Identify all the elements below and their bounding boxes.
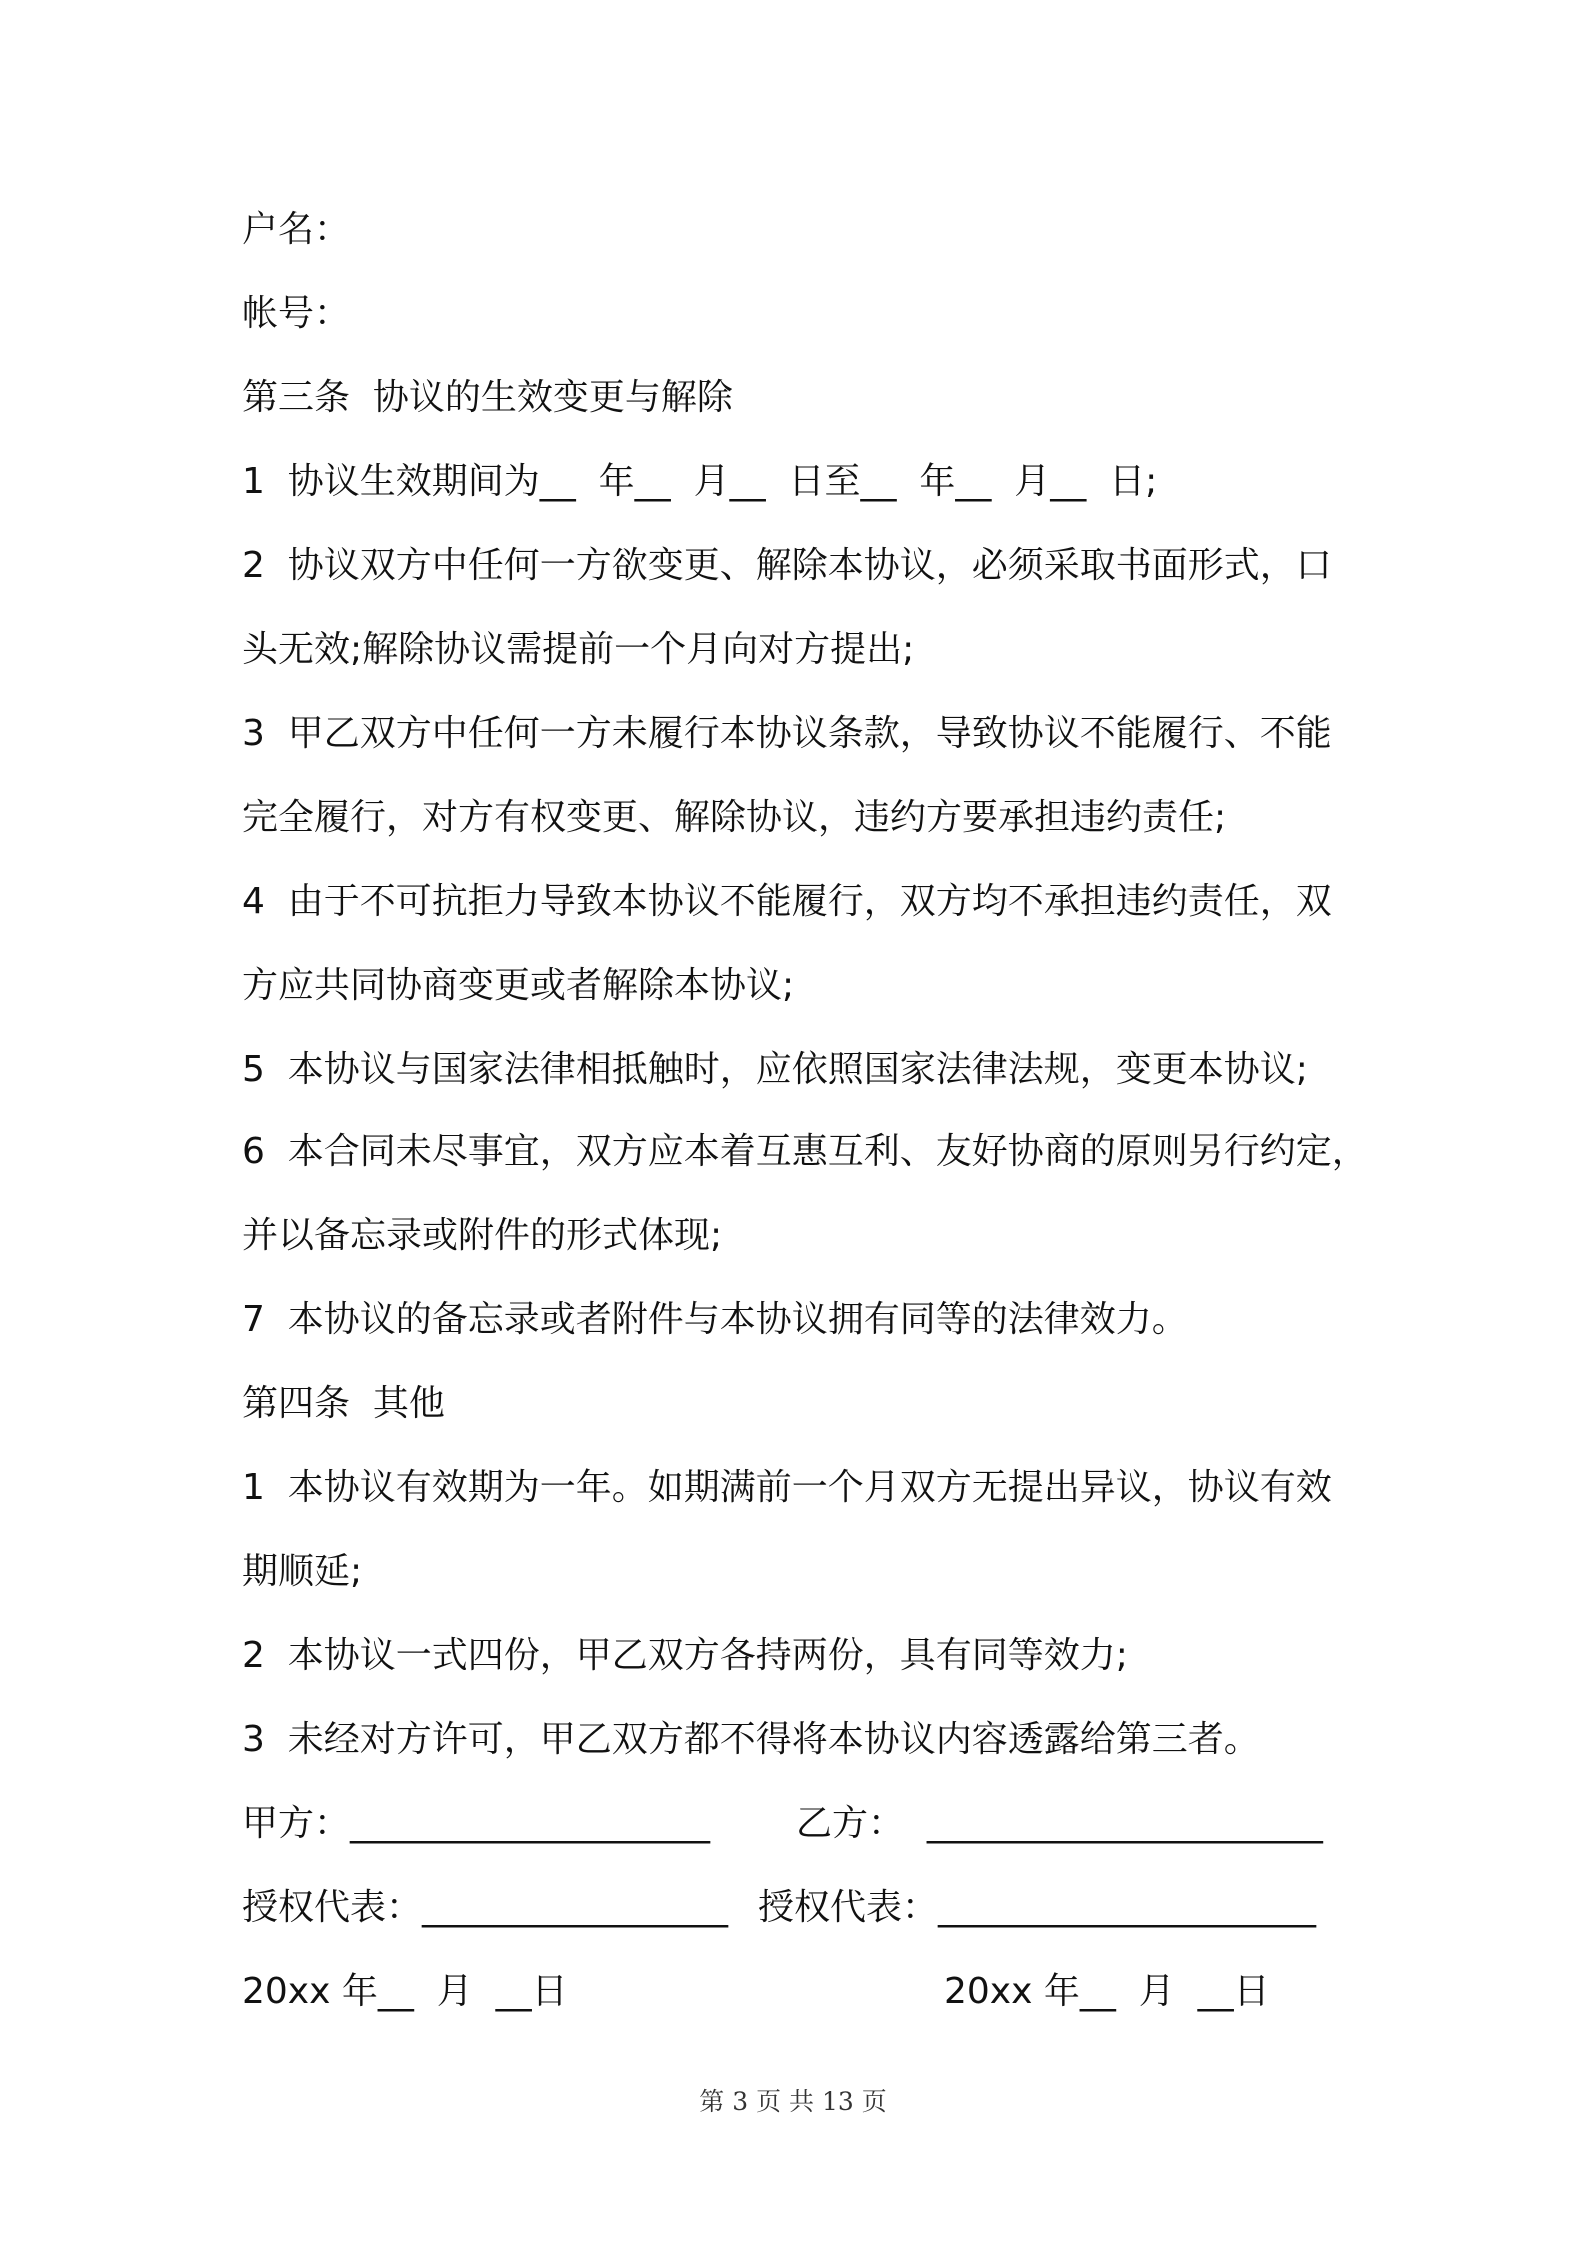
article-four-heading: 第四条 其他 [242, 1383, 445, 1424]
party-b-signature-line: 乙方： ______________________ [796, 1803, 1323, 1844]
article-three-item-3-line-1: 3 甲乙双方中任何一方未履行本协议条款，导致协议不能履行、不能 [242, 713, 1332, 754]
article-three-item-6-line-2: 并以备忘录或附件的形式体现; [242, 1215, 723, 1256]
party-b-date-line: 20xx 年__ 月 __日 [944, 1971, 1270, 2012]
article-four-item-1-line-2: 期顺延; [242, 1551, 363, 1592]
article-four-item-3: 3 未经对方许可，甲乙双方都不得将本协议内容透露给第三者。 [242, 1719, 1260, 1760]
party-a-representative-line: 授权代表：_________________ [242, 1887, 729, 1928]
article-three-item-2-line-2: 头无效;解除协议需提前一个月向对方提出; [242, 629, 915, 670]
article-four-item-1-line-1: 1 本协议有效期为一年。如期满前一个月双方无提出异议，协议有效 [242, 1467, 1332, 1508]
text-line-account-number: 帐号： [242, 293, 351, 334]
article-three-item-4-line-2: 方应共同协商变更或者解除本协议; [242, 965, 795, 1006]
article-three-heading: 第三条 协议的生效变更与解除 [242, 377, 733, 418]
party-b-representative-line: 授权代表：_____________________ [758, 1887, 1317, 1928]
text-line-account-name: 户名： [242, 209, 351, 250]
page-footer: 第 3 页 共 13 页 [699, 2087, 887, 2116]
article-three-item-4-line-1: 4 由于不可抗拒力导致本协议不能履行，双方均不承担违约责任，双 [242, 881, 1332, 922]
article-three-item-6-line-1: 6 本合同未尽事宜，双方应本着互惠互利、友好协商的原则另行约定， [242, 1131, 1368, 1172]
article-three-item-2-line-1: 2 协议双方中任何一方欲变更、解除本协议，必须采取书面形式，口 [242, 545, 1332, 586]
party-a-date-line: 20xx 年__ 月 __日 [242, 1971, 568, 2012]
article-three-item-5: 5 本协议与国家法律相抵触时，应依照国家法律法规，变更本协议; [242, 1049, 1308, 1090]
article-three-item-1: 1 协议生效期间为__ 年__ 月__ 日至__ 年__ 月__ 日; [242, 461, 1158, 502]
party-a-signature-line: 甲方：____________________ [242, 1803, 711, 1844]
article-three-item-3-line-2: 完全履行，对方有权变更、解除协议，违约方要承担违约责任; [242, 797, 1227, 838]
article-four-item-2: 2 本协议一式四份，甲乙双方各持两份，具有同等效力; [242, 1635, 1128, 1676]
article-three-item-7: 7 本协议的备忘录或者附件与本协议拥有同等的法律效力。 [242, 1299, 1188, 1340]
